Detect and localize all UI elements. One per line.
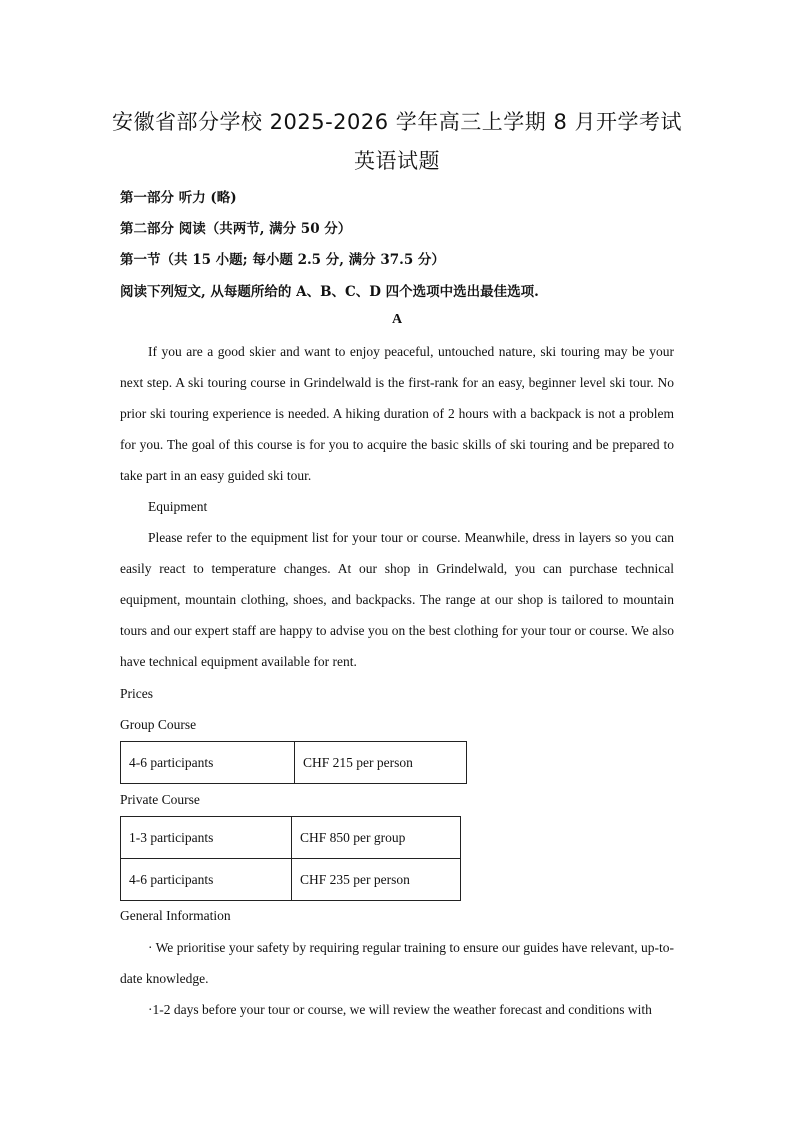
group-course-heading: Group Course xyxy=(120,717,197,732)
passage-paragraph-2: Please refer to the equipment list for your tour or course. Meanwhile, dress in layers so you can easily react to temperature changes. At our shop in Grindelwald, you can purchase technical equipment, mountain clothing, shoes, and backpacks. The range at our shop is tailored to mountain tours and our expert staff are happy to advise you on the best clothing for your tour or course. We also have technical equipment available for rent. xyxy=(120,530,674,669)
general-information-heading: General Information xyxy=(120,908,231,923)
section1-heading: 第一节（共 15 小题; 每小题 2.5 分, 满分 37.5 分） xyxy=(120,252,445,268)
table-row xyxy=(121,859,461,901)
table-cell-price: CHF 235 per person xyxy=(292,859,461,901)
table-row xyxy=(121,742,467,784)
table-cell-participants: 1-3 participants xyxy=(121,817,292,859)
private-course-heading: Private Course xyxy=(120,792,200,807)
table-row xyxy=(121,817,461,859)
exam-title: 安徽省部分学校 2025-2026 学年高三上学期 8 月开学考试 xyxy=(111,110,683,134)
passage-letter: A xyxy=(391,312,403,327)
exam-subject: 英语试题 xyxy=(354,149,440,173)
private-course-table xyxy=(120,816,461,901)
prices-heading: Prices xyxy=(120,686,153,701)
table-cell-participants: 4-6 participants xyxy=(121,742,295,784)
equipment-heading: Equipment xyxy=(148,499,208,514)
table-cell-price: CHF 215 per person xyxy=(295,742,467,784)
table-cell-price: CHF 850 per group xyxy=(292,817,461,859)
table-cell-participants: 4-6 participants xyxy=(121,859,292,901)
general-info-bullet-2: ·1-2 days before your tour or course, we will review the weather forecast and conditions with xyxy=(148,1002,652,1017)
reading-instruction: 阅读下列短文, 从每题所给的 A、B、C、D 四个选项中选出最佳选项. xyxy=(120,284,539,300)
group-course-table xyxy=(120,741,467,784)
general-info-bullet-1: · We prioritise your safety by requiring regular training to ensure our guides have relevant, up-to-date knowledge. xyxy=(120,940,674,986)
part2-heading: 第二部分 阅读（共两节, 满分 50 分） xyxy=(120,221,352,237)
part1-heading: 第一部分 听力 (略) xyxy=(120,190,237,206)
passage-paragraph-1: If you are a good skier and want to enjoy peaceful, untouched nature, ski touring may be your next step. A ski touring course in Grindelwald is the first-rank for an easy, beginner level ski tour. No prior ski touring experience is needed. A hiking duration of 2 hours with a backpack is not a problem for you. The goal of this course is for you to acquire the basic skills of ski touring and be prepared to take part in an easy guided ski tour. xyxy=(120,344,674,483)
